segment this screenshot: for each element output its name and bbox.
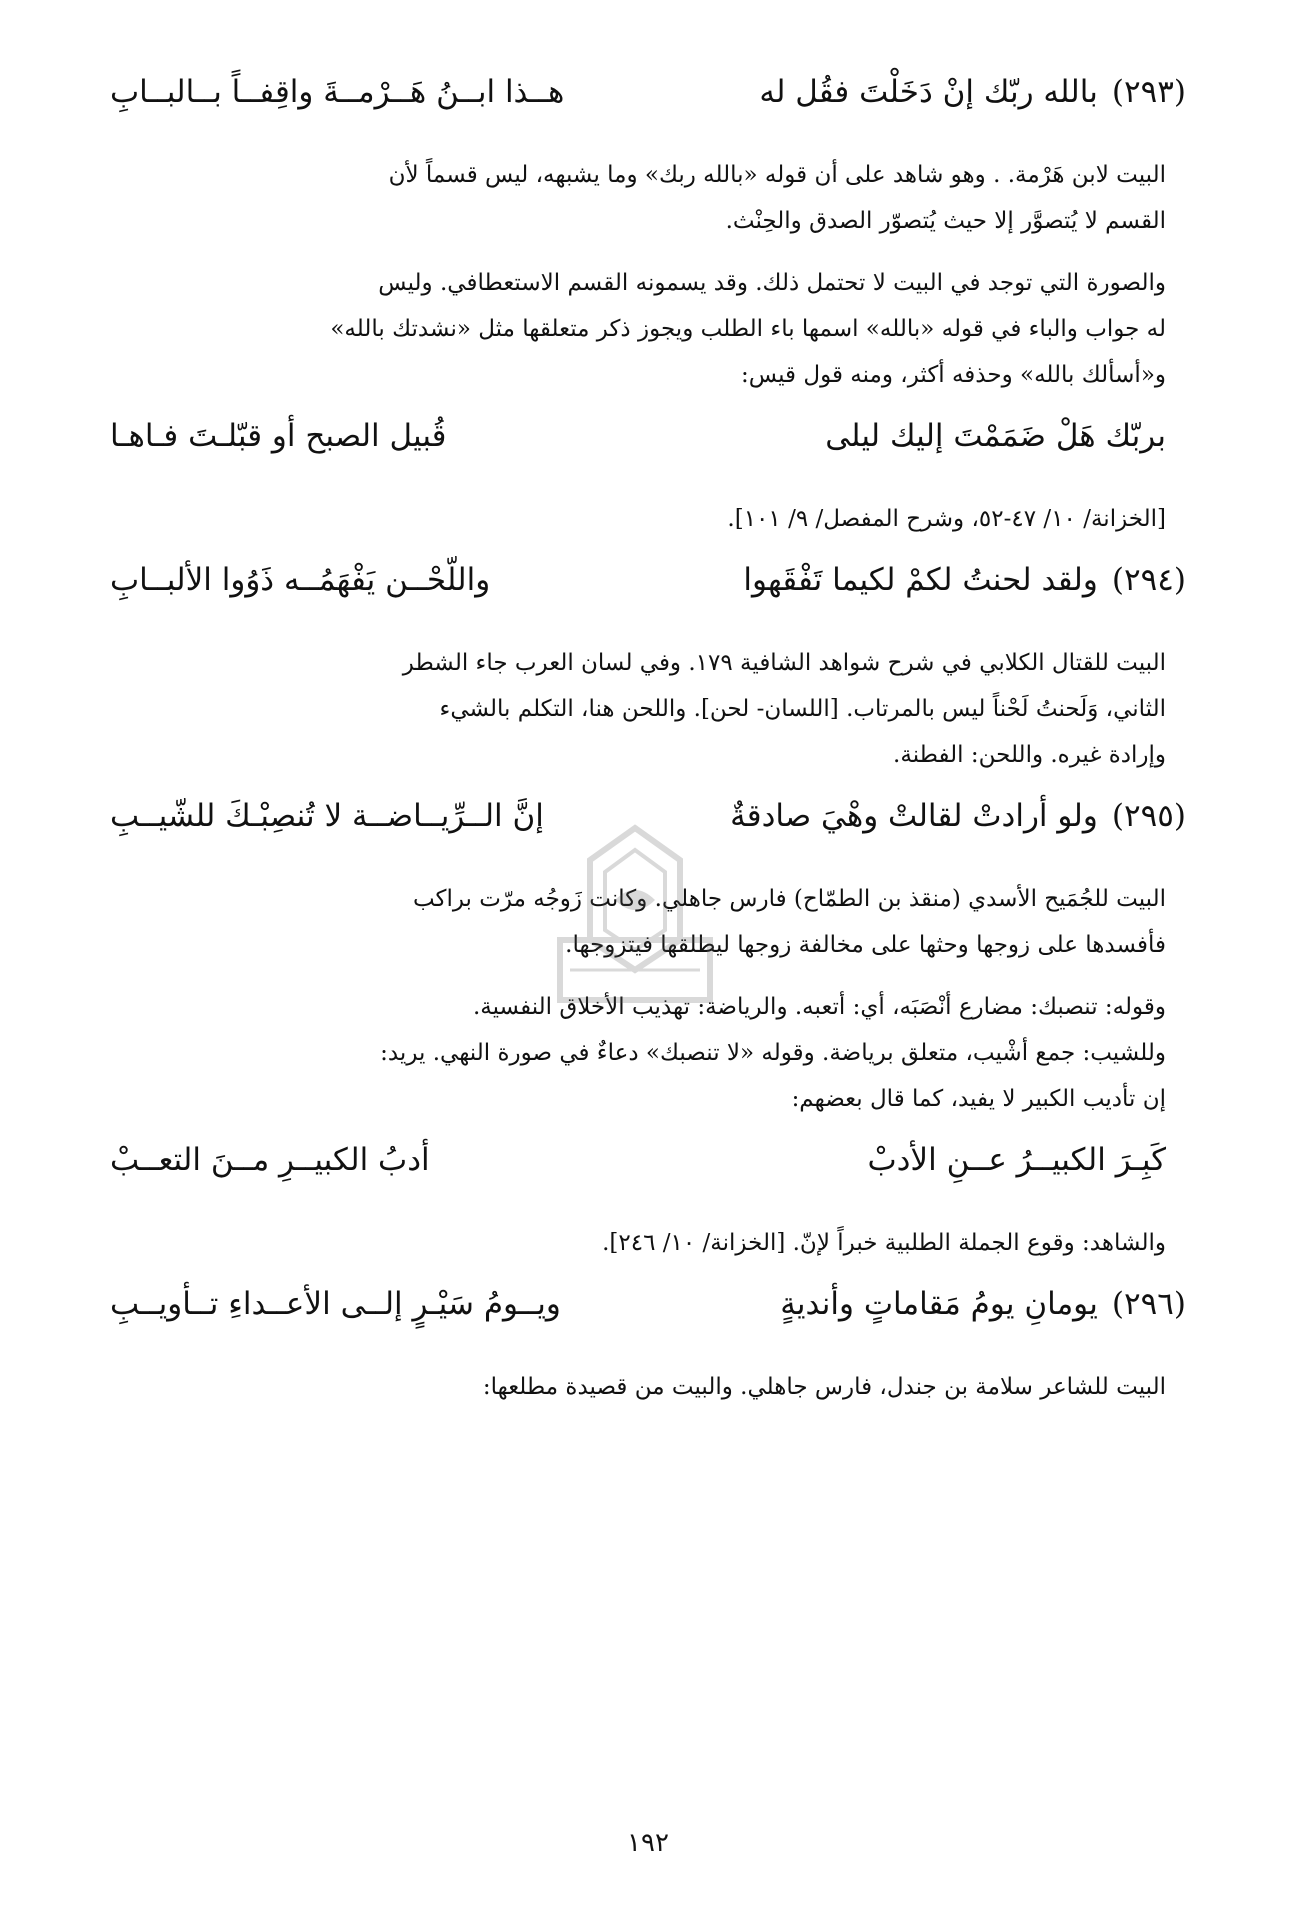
- verse-first-hemistich: [490, 1138, 1166, 1182]
- verse-line: [110, 1138, 1186, 1198]
- hemistich-text: ولو أرادتْ لقالتْ وهْيَ صادقةٌ: [730, 798, 1098, 834]
- verse-second-hemistich: قُبيل الصبح أو قبّلـتَ فـاهـا: [110, 418, 447, 454]
- paragraph-line: إن تأديب الكبير لا يفيد، كما قال بعضهم:: [791, 1086, 1166, 1112]
- verse-number: (٢٩٤): [1111, 562, 1186, 598]
- commentary-paragraph: [110, 876, 1186, 968]
- hemistich-text: ولقد لحنتُ لكمْ لكيما تَفْقَهوا: [743, 562, 1098, 598]
- verse-second-hemistich: أدبُ الكبيــرِ مــنَ التعــبْ: [110, 1142, 430, 1178]
- paragraph-line: القسم لا يُتصوَّر إلا حيث يُتصوّر الصدق والحِنْث.: [725, 208, 1166, 234]
- commentary-paragraph: [110, 640, 1186, 778]
- page-number: ١٩٢: [627, 1828, 669, 1858]
- verse-second-hemistich: إنَّ الــرِّيــاضــة لا تُنصِبْـكَ للشّيــبِ: [110, 798, 544, 834]
- verse-line: [110, 558, 1186, 618]
- hemistich-text: يومانِ يومُ مَقاماتٍ وأنديةٍ: [780, 1286, 1098, 1322]
- paragraph-line: والصورة التي توجد في البيت لا تحتمل ذلك. وقد يسمونه القسم الاستعطافي. وليس: [378, 270, 1166, 296]
- paragraph-line: وقوله: تنصبك: مضارع أنْصَبَه، أي: أتعبه. والرياضة: تهذيب الأخلاق النفسية.: [472, 994, 1166, 1020]
- verse-line: [110, 70, 1186, 130]
- verse-line: [110, 1282, 1186, 1342]
- verse-second-hemistich: واللّحْــن يَفْهَمُــه ذَوُوا الألبــابِ: [110, 562, 491, 598]
- paragraph-line: البيت للشاعر سلامة بن جندل، فارس جاهلي. والبيت من قصيدة مطلعها:: [482, 1374, 1166, 1400]
- verse-second-hemistich: ويــومُ سَيْـرٍ إلــى الأعــداءِ تــأويــبِ: [110, 1286, 561, 1322]
- paragraph-line: فأفسدها على زوجها وحثها على مخالفة زوجها ليطلقها فيتزوجها.: [565, 932, 1166, 958]
- verse-line: [110, 794, 1186, 854]
- verse-first-hemistich: [604, 794, 1186, 838]
- verse-number: (٢٩٥): [1111, 798, 1186, 834]
- verse-second-hemistich: هــذا ابــنُ هَــرْمــةَ واقِفــاً بــالبــابِ: [110, 74, 565, 110]
- verse-line: [110, 414, 1186, 474]
- verse-first-hemistich: [621, 1282, 1186, 1326]
- paragraph-line: [الخزانة/ ١٠/ ٤٧-٥٢، وشرح المفصل/ ٩/ ١٠١].: [727, 506, 1166, 532]
- commentary-paragraph: [110, 260, 1186, 398]
- paragraph-line: البيت للجُمَيح الأسدي (منقذ بن الطمّاح) فارس جاهلي. وكانت زَوجُه مرّت براكب: [412, 886, 1166, 912]
- paragraph-line: البيت للقتال الكلابي في شرح شواهد الشافية ١٧٩. وفي لسان العرب جاء الشطر: [402, 650, 1166, 676]
- paragraph-line: و«أسألك بالله» وحذفه أكثر، ومنه قول قيس:: [741, 362, 1166, 388]
- paragraph-line: الثاني، وَلَحنتُ لَحْناً ليس بالمرتاب. [اللسان- لحن]. واللحن هنا، التكلم بالشيء: [439, 696, 1166, 722]
- hemistich-text: بربّك هَلْ ضَمَمْتَ إليك ليلى: [825, 418, 1166, 454]
- paragraph-line: البيت لابن هَرْمة. . وهو شاهد على أن قوله «بالله ربك» وما يشبهه، ليس قسماً لأن: [388, 162, 1166, 188]
- hemistich-text: كَبِـرَ الكبيــرُ عــنِ الأدبْ: [867, 1142, 1166, 1178]
- commentary-paragraph: [110, 496, 1186, 542]
- commentary-paragraph: [110, 1220, 1186, 1266]
- commentary-paragraph: [110, 984, 1186, 1122]
- verse-number: (٢٩٦): [1111, 1286, 1186, 1322]
- verse-first-hemistich: [550, 558, 1186, 602]
- paragraph-line: والشاهد: وقوع الجملة الطلبية خبراً لإنّ. [الخزانة/ ١٠/ ٢٤٦].: [602, 1230, 1166, 1256]
- paragraph-line: له جواب والباء في قوله «بالله» اسمها باء الطلب ويجوز ذكر متعلقها مثل «نشدتك بالله»: [330, 316, 1166, 342]
- verse-first-hemistich: [624, 70, 1186, 114]
- hemistich-text: بالله ربّك إنْ دَخَلْتَ فقُل له: [759, 74, 1098, 110]
- page-content: [110, 70, 1186, 1426]
- commentary-paragraph: [110, 152, 1186, 244]
- paragraph-line: وللشيب: جمع أشْيب، متعلق برياضة. وقوله «لا تنصبك» دعاءٌ في صورة النهي. يريد:: [380, 1040, 1166, 1066]
- paragraph-line: وإرادة غيره. واللحن: الفطنة.: [893, 742, 1166, 768]
- verse-first-hemistich: [507, 414, 1167, 458]
- commentary-paragraph: [110, 1364, 1186, 1410]
- verse-number: (٢٩٣): [1111, 74, 1186, 110]
